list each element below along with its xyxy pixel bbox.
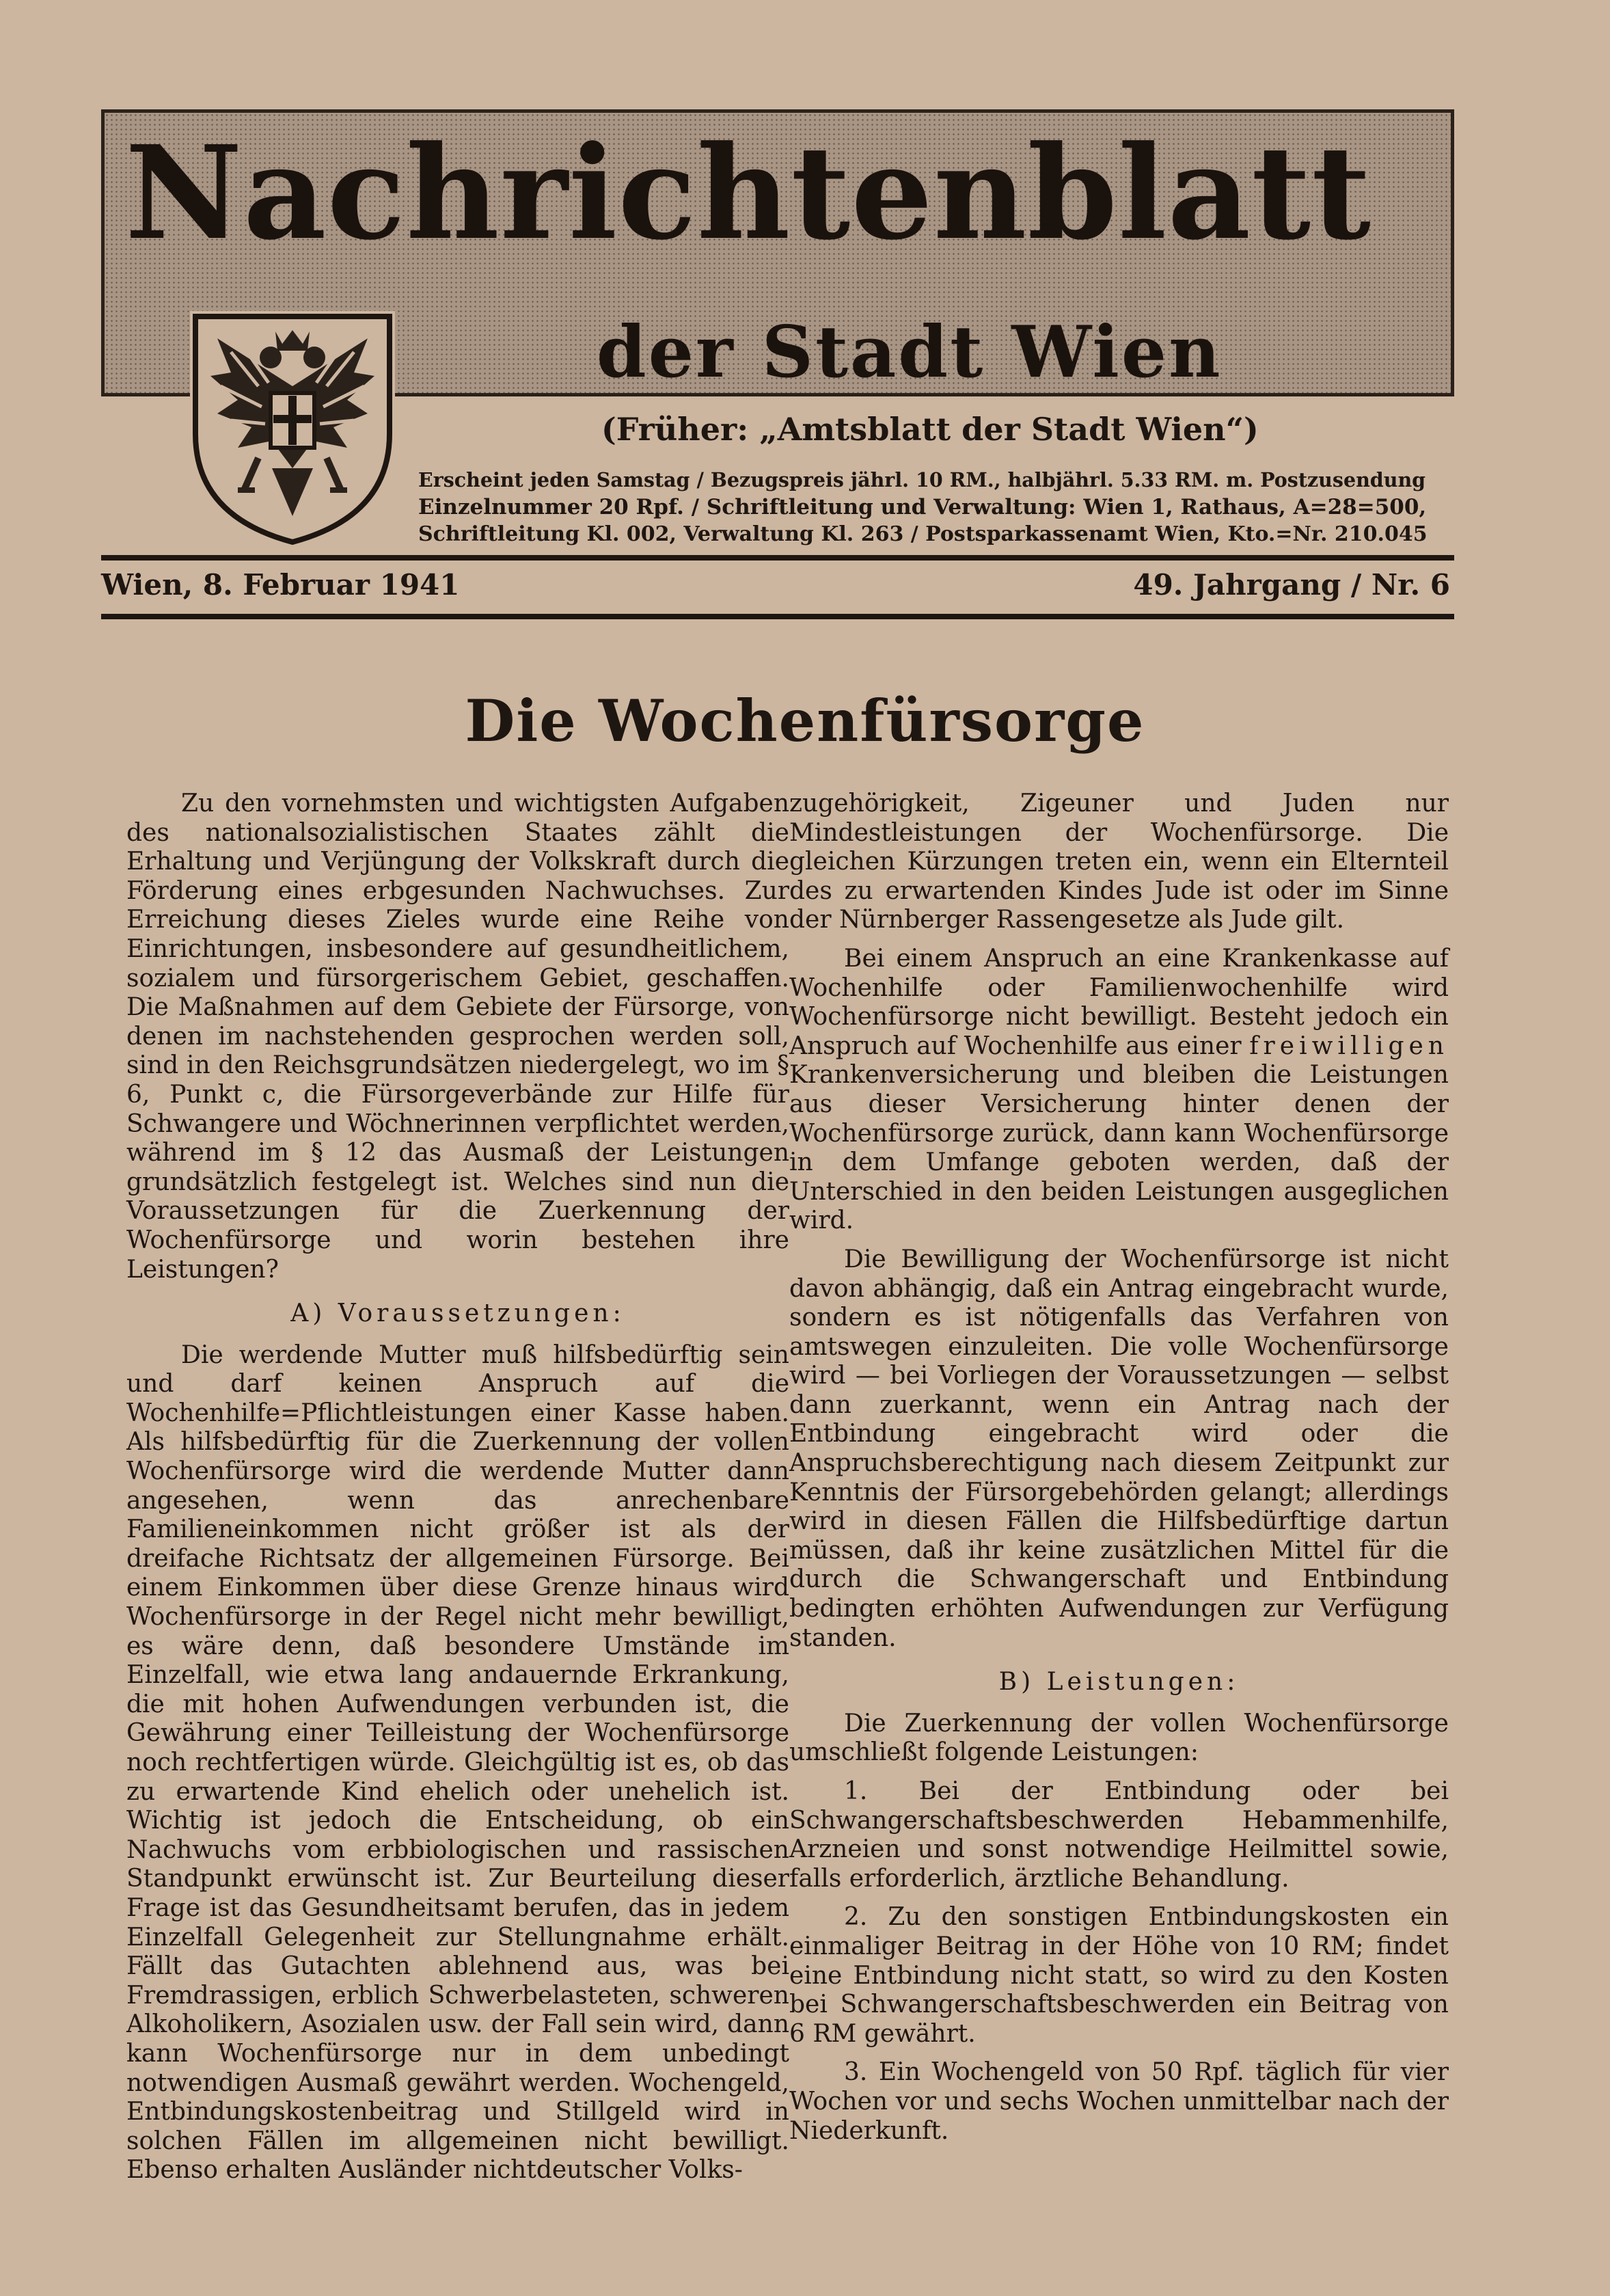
paragraph-voraussetzungen: Die werdende Mutter muß hilfsbedürftig sein und darf keinen Anspruch auf die Wochenhilfe=Pflichtleistungen einer Kasse haben. Als hilfsbedürftig für die Zuerkennung der vollen Wochenfürsorge wird die werdende Mutter dann angesehen, wenn das anrechenbare Familieneinkommen nicht größer ist als der dreifache Richtsatz der allgemeinen Fürsorge. Bei einem Einkommen über diese Grenze hinaus wird Wochenfürsorge in der Regel nicht mehr bewilligt, es wäre denn, daß besondere Umstände im Einzelfall, wie etwa lang andauernde Erkrankung, die mit hohen Aufwendungen verbunden ist, die Gewährung einer Teilleistung der Wochenfürsorge noch rechtfertigen würde. Gleichgültig ist es, ob das zu erwartende Kind ehelich oder unehelich ist. Wichtig ist jedoch die Entscheidung, ob ein Nachwuchs vom erbbiologischen und rassischen Standpunkt erwünscht ist. Zur Beurteilung dieser Frage ist das Gesundheitsamt berufen, das in jedem Einzelfall Gelegenheit zur Stellungnahme erhält. Fällt das Gutachten ablehnend aus, was bei Fremdrassigen, erblich Schwerbelasteten, schweren Alkoholikern, Asozialen usw. der Fall sein wird, dann kann Wochenfürsorge nur in dem unbedingt notwendigen Ausmaß gewährt werden. Wochengeld, Entbindungskostenbeitrag und Stillgeld wird in solchen Fällen im allgemeinen nicht bewilligt. Ebenso erhalten Ausländer nichtdeutscher Volks- <box>126 1340 789 2185</box>
emphasis-freiwilligen: freiwilligen <box>1249 1031 1449 1060</box>
info-line-1: Erscheint jeden Samstag / Bezugspreis jährl. 10 RM., halbjährl. 5.33 RM. m. Postzusendung <box>418 468 1426 491</box>
info-line-2: Einzelnummer 20 Rpf. / Schriftleitung und Verwaltung: Wien 1, Rathaus, A=28=500, <box>418 495 1427 519</box>
section-heading-voraussetzungen: A) Voraussetzungen: <box>290 1299 625 1328</box>
masthead-title: Nachrichtenblatt <box>125 118 1372 269</box>
intro-paragraph: Zu den vornehmsten und wichtigsten Aufgaben des nationalsozialistischen Staates zählt die Erhaltung und Verjüngung der Volkskraft durch die Förderung eines erbgesunden Nachwuchses. Zur Erreichung dieses Zieles wurde eine Reihe von Einrichtungen, insbesondere auf gesundheitlichem, sozialem und fürsorgerischem Gebiet, geschaffen. Die Maßnahmen auf dem Gebiete der Fürsorge, von denen im nachstehenden gesprochen werden soll, sind in den Reichsgrundsätzen niedergelegt, wo im § 6, Punkt c, die Fürsorgeverbände zur Hilfe für Schwangere und Wöchnerinnen verpflichtet werden, während im § 12 das Ausmaß der Leistungen grundsätzlich festgelegt ist. Welches sind nun die Voraussetzungen für die Zuerkennung der Wochenfürsorge und worin bestehen ihre Leistungen? <box>126 789 789 1284</box>
dateline <box>101 566 1454 604</box>
former-title: (Früher: „Amtsblatt der Stadt Wien“) <box>601 411 1259 448</box>
coat-of-arms-icon <box>190 311 395 547</box>
article-left-column <box>126 789 789 2185</box>
list-item-1: 1. Bei der Entbindung oder bei Schwangerschaftsbeschwerden Hebammenhilfe, Arzneien und sonst notwendige Heilmittel sowie, falls erforderlich, ärztliche Behandlung. <box>789 1777 1449 1893</box>
paragraph-krankenkasse: Bei einem Anspruch an eine Krankenkasse auf Wochenhilfe oder Familienwochenhilfe wird Wochenfürsorge nicht bewilligt. Besteht jedoch ein Anspruch auf Wochenhilfe aus einer freiwilligen Krankenversicherung und bleiben die Leistungen aus dieser Versicherung hinter denen der Wochenfürsorge zurück, dann kann Wochenfürsorge in dem Umfange geboten werden, daß der Unterschied in den beiden Leistungen ausgeglichen wird. <box>789 944 1449 1235</box>
top-rule <box>101 555 1454 561</box>
paragraph-bewilligung: Die Bewilligung der Wochenfürsorge ist nicht davon abhängig, daß ein Antrag eingebracht wurde, sondern es ist nötigenfalls das Verfahren von amtswegen einzuleiten. Die volle Wochenfürsorge wird — bei Vorliegen der Voraussetzungen — selbst dann zuerkannt, wenn ein Antrag nach der Entbindung eingebracht wird oder die Anspruchsberechtigung nach diesem Zeitpunkt zur Kenntnis der Fürsorgebehörden gelangt; allerdings wird in diesen Fällen die Hilfsbedürftige dartun müssen, daß ihr keine zusätzlichen Mittel für die durch die Schwangerschaft und Entbindung bedingten erhöhten Aufwendungen zur Verfügung standen. <box>789 1245 1449 1652</box>
article-headline: Die Wochenfürsorge <box>465 687 1145 755</box>
paragraph-continuation: zugehörigkeit, Zigeuner und Juden nur Mindestleistungen der Wochenfürsorge. Die gleichen Kürzungen treten ein, wenn ein Elternteil des zu erwartenden Kindes Jude ist oder im Sinne der Nürnberger Rassengesetze als Jude gilt. <box>789 789 1449 934</box>
section-heading-leistungen: B) Leistungen: <box>998 1668 1240 1697</box>
list-item-3: 3. Ein Wochengeld von 50 Rpf. täglich für vier Wochen vor und sechs Wochen unmittelbar nach der Niederkunft. <box>789 2058 1449 2145</box>
info-line-3: Schriftleitung Kl. 002, Verwaltung Kl. 263 / Postsparkassenamt Wien, Kto.=Nr. 210.045 <box>418 522 1428 546</box>
paragraph-leistungen: Die Zuerkennung der vollen Wochenfürsorge umschließt folgende Leistungen: <box>789 1709 1449 1767</box>
article-right-column <box>789 789 1449 2146</box>
issue-date: Wien, 8. Februar 1941 <box>101 568 460 602</box>
list-item-2: 2. Zu den sonstigen Entbindungskosten ein einmaliger Beitrag in der Höhe von 10 RM; findet eine Entbindung nicht statt, so wird zu den Kosten bei Schwangerschaftsbeschwerden ein Beitrag von 6 RM gewährt. <box>789 1903 1449 2048</box>
bottom-rule <box>101 614 1454 619</box>
issue-volume: 49. Jahrgang / Nr. 6 <box>1133 568 1450 602</box>
masthead-subtitle: der Stadt Wien <box>597 310 1223 394</box>
